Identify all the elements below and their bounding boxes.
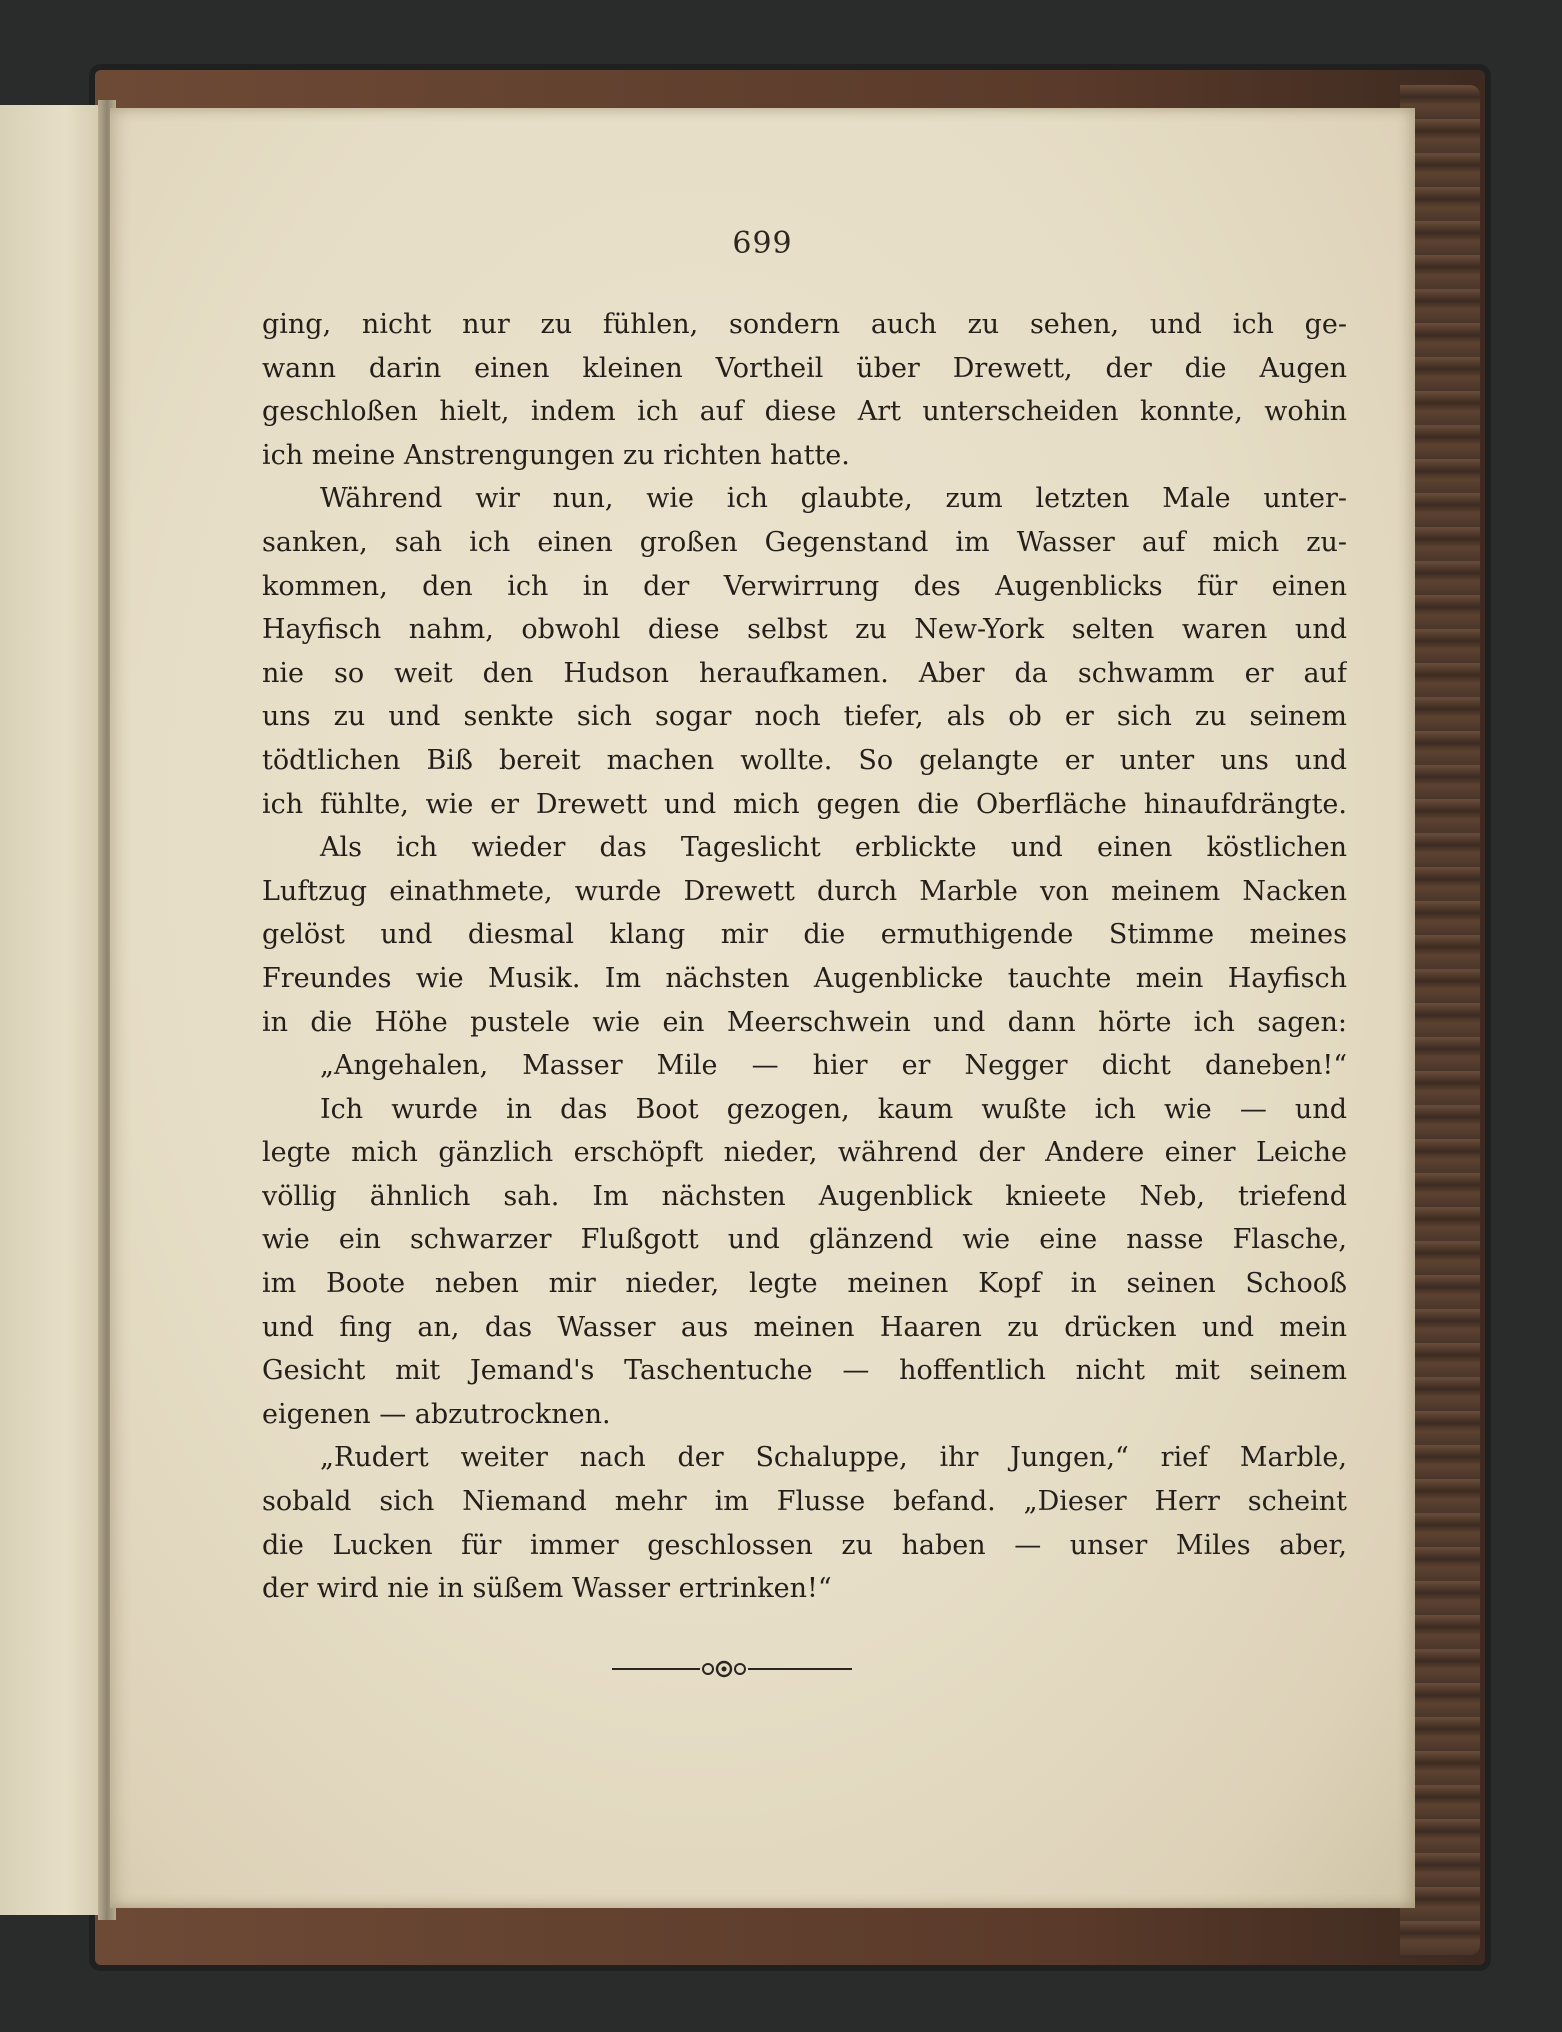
page-text <box>262 303 1347 1611</box>
text-line: ich meine Anstrengungen zu richten hatte. <box>262 439 850 471</box>
text-line: völlig ähnlich sah. Im nächsten Augenblick knieete Neb, triefend <box>262 1180 1347 1212</box>
text-line: sobald sich Niemand mehr im Flusse befand. „Dieser Herr scheint <box>262 1486 1347 1518</box>
text-line: Während wir nun, wie ich glaubte, zum letzten Male unter- <box>320 483 1347 515</box>
text-line: gelöst und diesmal klang mir die ermuthigende Stimme meines <box>262 919 1347 951</box>
text-line: im Boote neben mir nieder, legte meinen Kopf in seinen Schooß <box>262 1268 1347 1300</box>
text-line: geschloßen hielt, indem ich auf diese Art unterscheiden konnte, wohin <box>262 396 1347 428</box>
text-line: wie ein schwarzer Flußgott und glänzend wie eine nasse Flasche, <box>262 1224 1347 1256</box>
text-line: kommen, den ich in der Verwirrung des Augenblicks für einen <box>262 570 1347 602</box>
text-line: legte mich gänzlich erschöpft nieder, während der Andere einer Leiche <box>262 1137 1347 1169</box>
text-line: wann darin einen kleinen Vortheil über Drewett, der die Augen <box>262 352 1347 384</box>
text-line: Freundes wie Musik. Im nächsten Augenblicke tauchte mein Hayfisch <box>262 962 1347 994</box>
text-line: tödtlichen Biß bereit machen wollte. So gelangte er unter uns und <box>262 744 1347 776</box>
text-line: „Angehalen, Masser Mile — hier er Negger dicht daneben!“ <box>320 1050 1347 1082</box>
text-line: nie so weit den Hudson heraufkamen. Aber da schwamm er auf <box>262 657 1347 689</box>
text-line: und fing an, das Wasser aus meinen Haaren zu drücken und mein <box>262 1311 1347 1343</box>
text-line: „Rudert weiter nach der Schaluppe, ihr Jungen,“ rief Marble, <box>320 1442 1347 1474</box>
text-line: Als ich wieder das Tageslicht erblickte und einen köstlichen <box>320 832 1347 864</box>
text-line: die Lucken für immer geschlossen zu haben — unser Miles aber, <box>262 1529 1347 1561</box>
text-line: Ich wurde in das Boot gezogen, kaum wußte ich wie — und <box>320 1093 1347 1125</box>
end-ornament <box>612 1659 852 1679</box>
text-line: eigenen — abzutrocknen. <box>262 1398 611 1430</box>
text-line: sanken, sah ich einen großen Gegenstand im Wasser auf mich zu- <box>262 526 1347 558</box>
text-line: Luftzug einathmete, wurde Drewett durch Marble von meinem Nacken <box>262 875 1347 907</box>
text-line: ich fühlte, wie er Drewett und mich gegen die Oberfläche hinaufdrängte. <box>262 788 1347 820</box>
text-line: der wird nie in süßem Wasser ertrinken!“ <box>262 1573 832 1605</box>
left-page-edge <box>0 105 110 1915</box>
text-line: in die Höhe pustele wie ein Meerschwein und dann hörte ich sagen: <box>262 1006 1347 1038</box>
text-line: uns zu und senkte sich sogar noch tiefer, als ob er sich zu seinem <box>262 701 1347 733</box>
text-line: Gesicht mit Jemand's Taschentuche — hoffentlich nicht mit seinem <box>262 1355 1347 1387</box>
book-page <box>110 108 1415 1908</box>
text-line: Hayfisch nahm, obwohl diese selbst zu New-York selten waren und <box>262 614 1347 646</box>
text-line: ging, nicht nur zu fühlen, sondern auch zu sehen, und ich ge- <box>262 309 1347 340</box>
page-number: 699 <box>732 226 793 261</box>
